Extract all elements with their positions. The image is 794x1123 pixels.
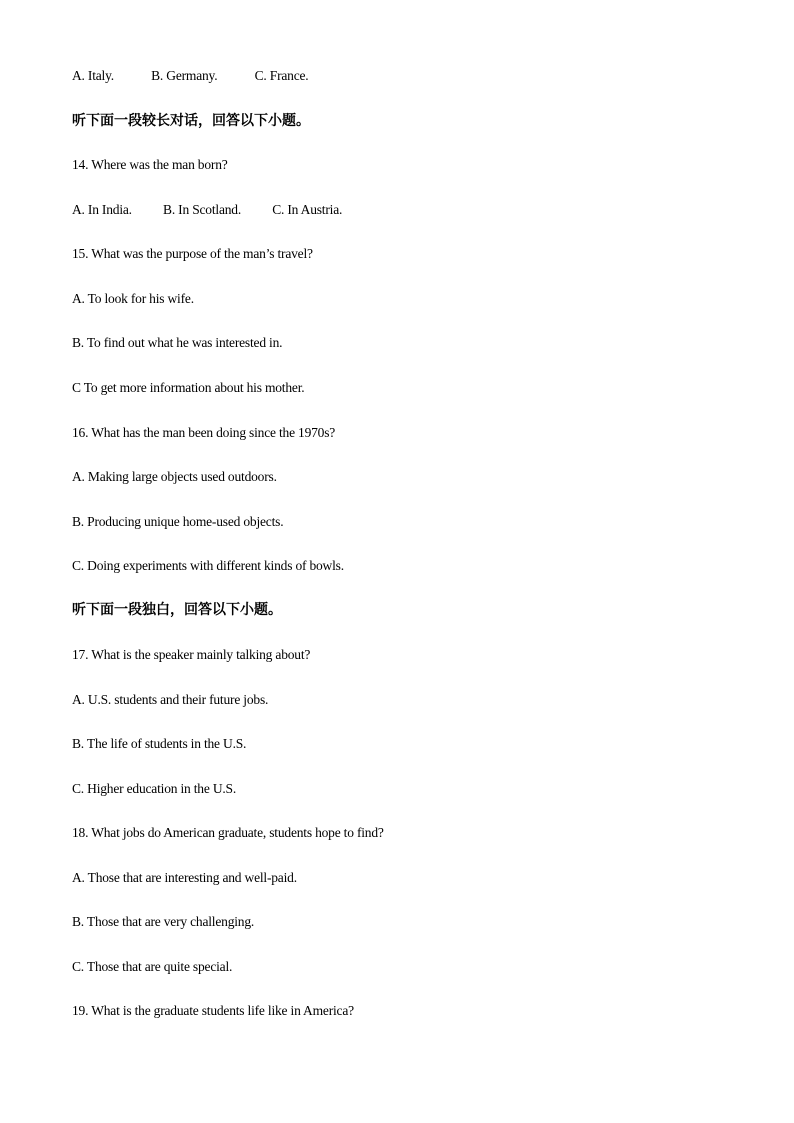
- q13-options: [72, 67, 308, 85]
- q19-question: 19. What is the graduate students life like in America?: [72, 1003, 354, 1018]
- q17-option-b: B. The life of students in the U.S.: [72, 736, 247, 751]
- q15-option-b: B. To find out what he was interested in.: [72, 335, 283, 350]
- q13-option-a: A. Italy.: [72, 68, 114, 83]
- q16-option-b: B. Producing unique home-used objects.: [72, 514, 284, 529]
- q18-question: 18. What jobs do American graduate, students hope to find?: [72, 825, 384, 840]
- q13-option-c: C. France.: [254, 68, 309, 83]
- q14-question: 14. Where was the man born?: [72, 157, 228, 172]
- q13-option-b: B. Germany.: [151, 68, 218, 83]
- section-heading-dialogue: 听下面一段较长对话，回答以下小题。: [72, 113, 310, 129]
- q14-option-b: B. In Scotland.: [163, 202, 242, 217]
- q16-option-a: A. Making large objects used outdoors.: [72, 469, 277, 484]
- q18-option-b: B. Those that are very challenging.: [72, 914, 255, 929]
- q16-option-c: C. Doing experiments with different kinds of bowls.: [72, 558, 344, 573]
- q18-option-c: C. Those that are quite special.: [72, 959, 233, 974]
- q15-option-c: C To get more information about his mother.: [72, 380, 305, 395]
- q15-question: 15. What was the purpose of the man’s travel?: [72, 246, 313, 261]
- q14-option-c: C. In Austria.: [272, 202, 343, 217]
- q14-option-a: A. In India.: [72, 202, 132, 217]
- q17-question: 17. What is the speaker mainly talking about?: [72, 647, 311, 662]
- q18-option-a: A. Those that are interesting and well-paid.: [72, 870, 297, 885]
- q17-option-a: A. U.S. students and their future jobs.: [72, 692, 269, 707]
- q17-option-c: C. Higher education in the U.S.: [72, 781, 237, 796]
- q15-option-a: A. To look for his wife.: [72, 291, 194, 306]
- q14-options: [72, 201, 342, 219]
- q16-question: 16. What has the man been doing since the 1970s?: [72, 425, 336, 440]
- section-heading-monologue: 听下面一段独白，回答以下小题。: [72, 602, 282, 618]
